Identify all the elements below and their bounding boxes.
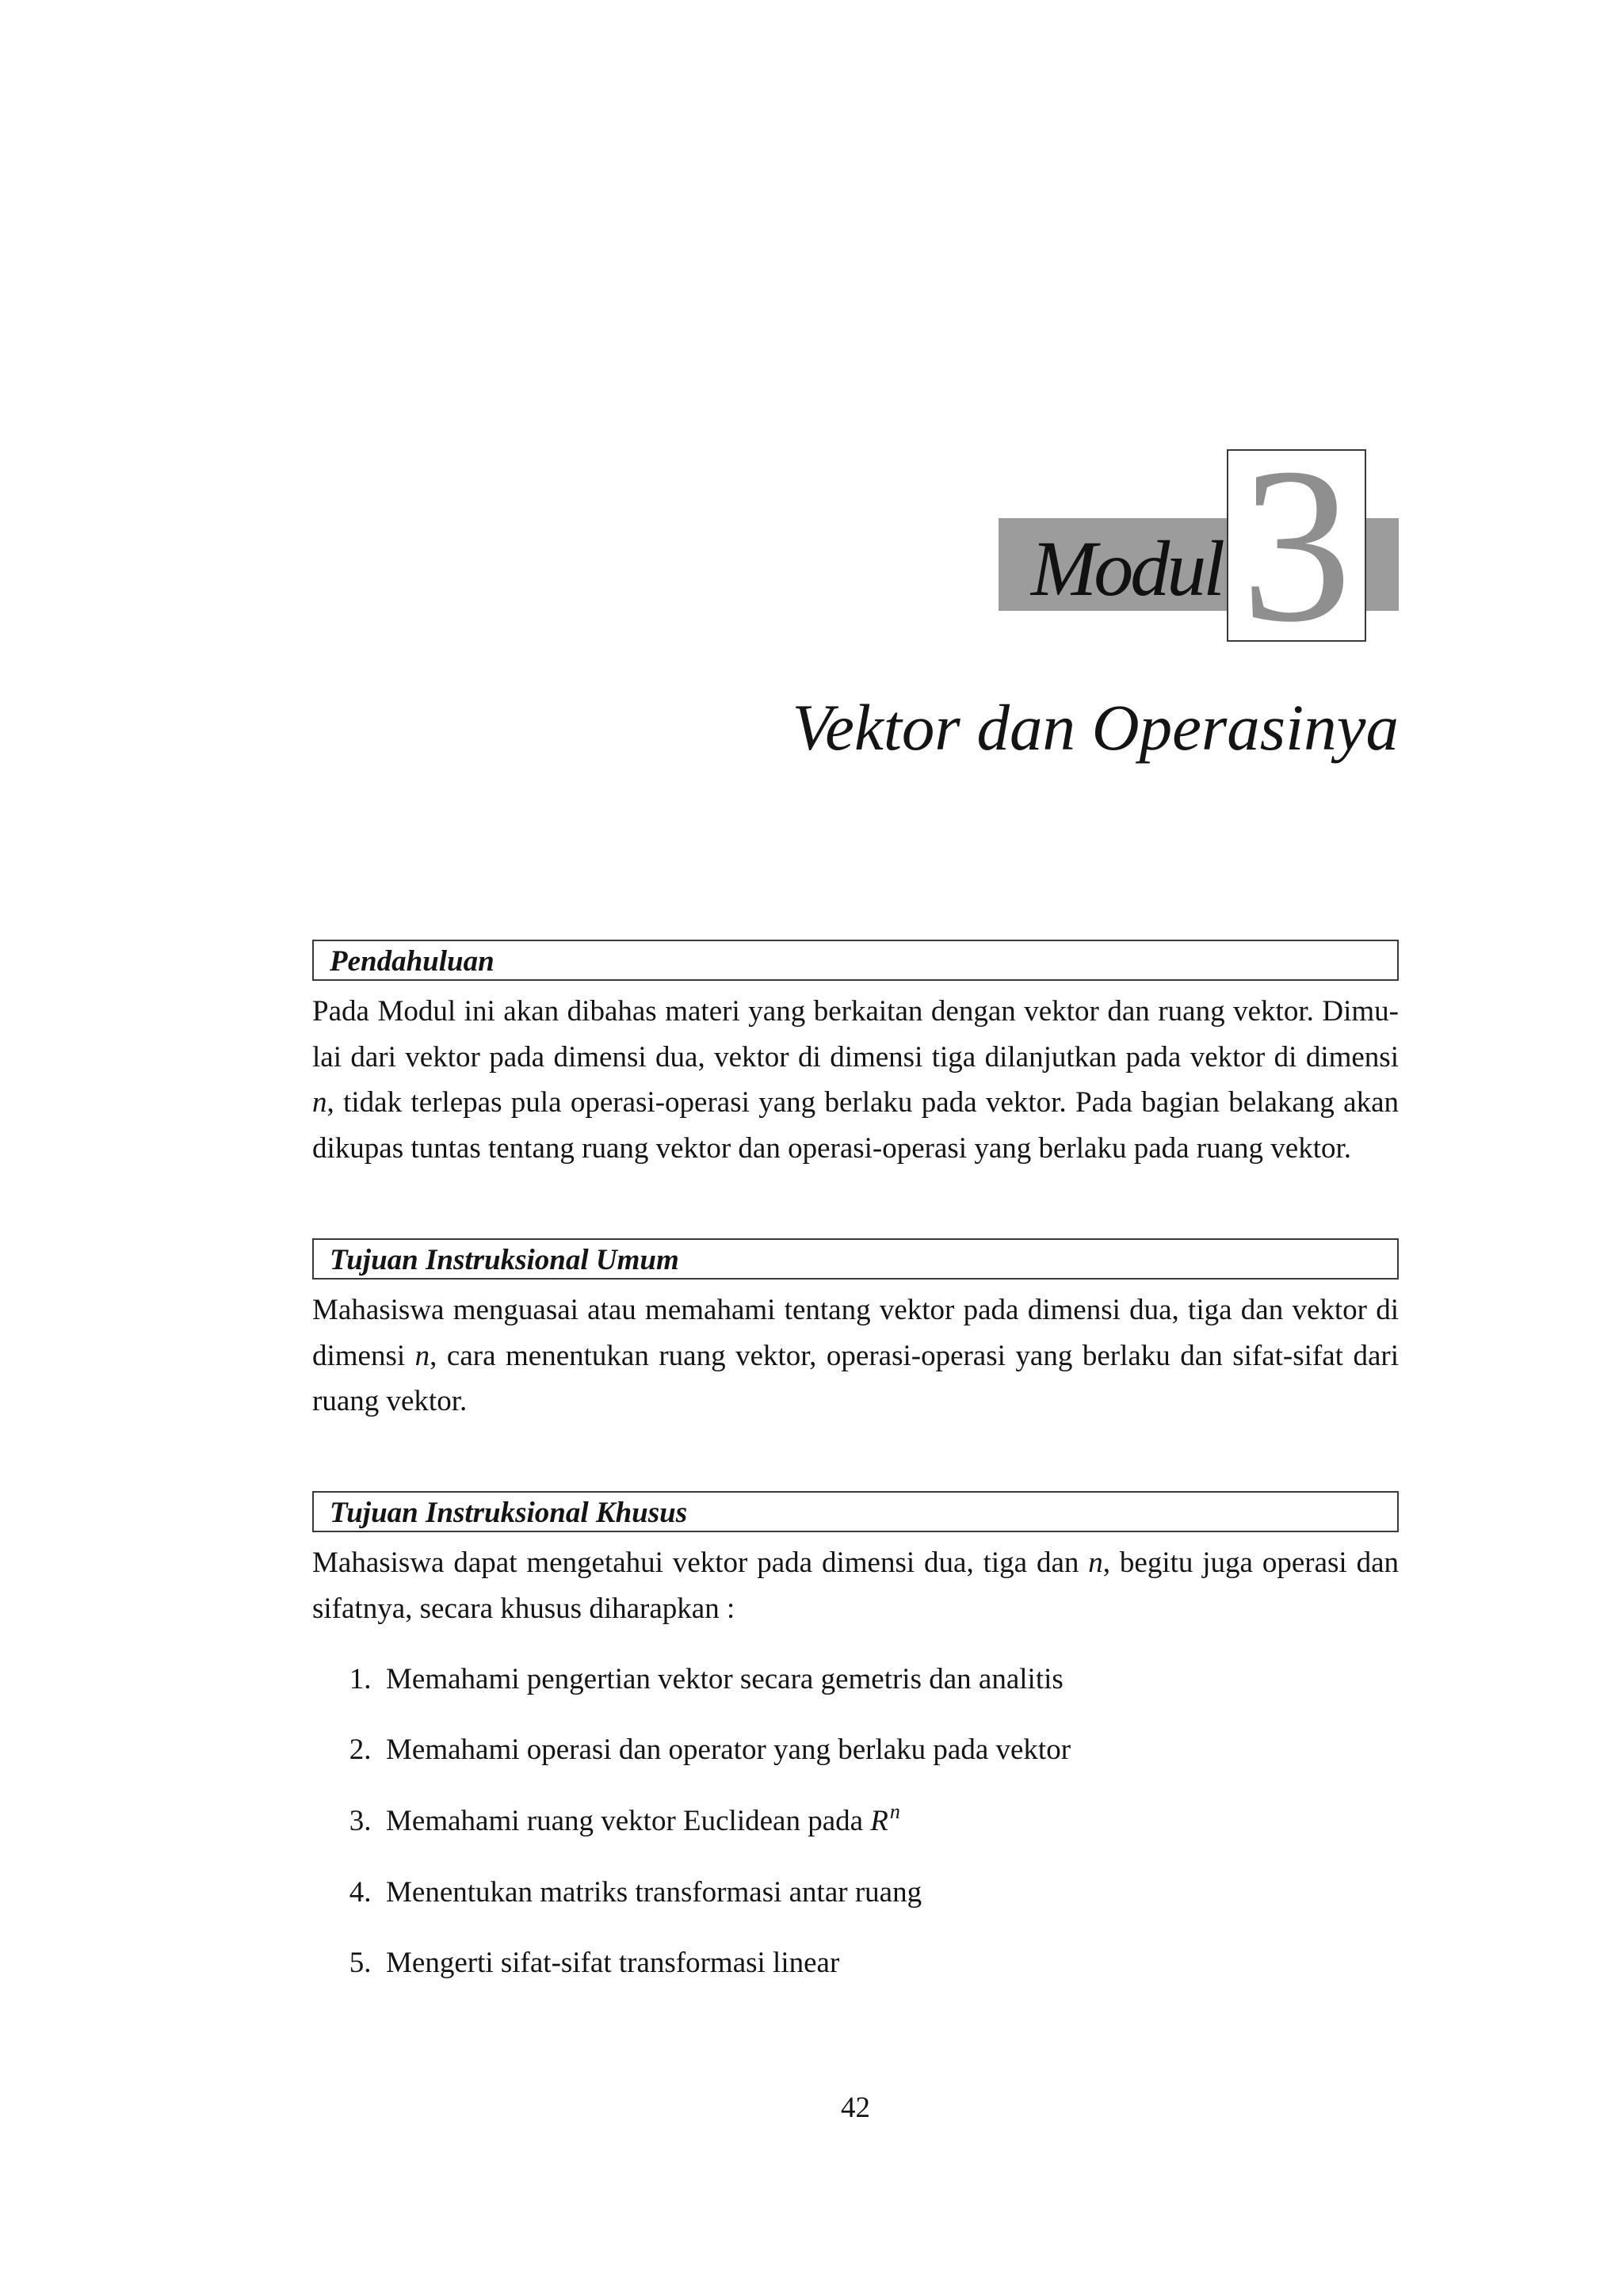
list-item (312, 1928, 1399, 1999)
list-item-number: 5. (349, 1947, 372, 1980)
paragraph-line (312, 1333, 1399, 1379)
paragraph-line (312, 1080, 1399, 1126)
chapter-number-box (1227, 421, 1366, 668)
text-segment: , begitu juga operasi dan (1102, 1547, 1400, 1580)
list-item-text (386, 1786, 900, 1857)
list-item-text: Memahami pengertian vektor secara gemetris dan analitis (386, 1662, 1064, 1695)
section-box-specific-objective (312, 1491, 1399, 1532)
section-heading: Tujuan Instruksional Umum (330, 1243, 679, 1276)
page-number: 42 (841, 2091, 870, 2124)
math-variable: n (1088, 1547, 1103, 1580)
chapter-number: 3 (1241, 421, 1352, 668)
objectives-list (312, 1644, 1399, 1999)
paragraph-line: sifatnya, secara khusus diharapkan : (312, 1592, 735, 1625)
list-item (312, 1857, 1399, 1928)
paragraph-line: dikupas tuntas tentang ruang vektor dan operasi-operasi yang berlaku pada ruang vektor. (312, 1131, 1352, 1165)
paragraph-line: Mahasiswa menguasai atau memahami tentang vektor pada dimensi dua, tiga dan vektor di (312, 1294, 1399, 1327)
section-box-general-objective (312, 1238, 1399, 1280)
text-segment: Memahami ruang vektor Euclidean pada (386, 1804, 871, 1837)
section-heading: Pendahuluan (330, 944, 495, 978)
list-item (312, 1714, 1399, 1786)
list-item-text: Memahami operasi dan operator yang berlaku pada vektor (386, 1733, 1071, 1767)
specific-objective-paragraph (312, 1540, 1399, 1631)
math-variable: R (870, 1804, 888, 1837)
list-item-text: Menentukan matriks transformasi antar ruang (386, 1875, 922, 1909)
math-variable: n (312, 1086, 327, 1119)
list-item-number: 3. (349, 1804, 372, 1837)
intro-paragraph (312, 989, 1399, 1171)
paragraph-line (312, 1540, 1399, 1586)
list-item-number: 4. (349, 1875, 372, 1909)
text-segment: , tidak terlepas pula operasi-operasi yang berlaku pada vektor. Pada bagian belakang akan (327, 1086, 1399, 1119)
chapter-title: Vektor dan Operasinya (792, 691, 1399, 764)
list-item-number: 2. (349, 1733, 372, 1767)
section-box-intro (312, 940, 1399, 981)
paragraph-line: ruang vektor. (312, 1385, 468, 1418)
list-item (312, 1644, 1399, 1715)
list-item-number: 1. (349, 1662, 372, 1695)
section-heading: Tujuan Instruksional Khusus (330, 1496, 688, 1529)
math-superscript: n (889, 1799, 900, 1823)
list-item-text: Mengerti sifat-sifat transformasi linear (386, 1947, 840, 1980)
text-segment: Mahasiswa dapat mengetahui vektor pada dimensi dua, tiga dan (312, 1547, 1089, 1580)
general-objective-paragraph (312, 1287, 1399, 1425)
list-item (312, 1786, 1399, 1857)
paragraph-line: Pada Modul ini akan dibahas materi yang berkaitan dengan vektor dan ruang vektor. Dimu- (312, 995, 1399, 1028)
text-segment: dimensi (312, 1339, 415, 1372)
paragraph-line: lai dari vektor pada dimensi dua, vektor di dimensi tiga dilanjutkan pada vektor di dimensi (312, 1040, 1399, 1074)
text-segment: , cara menentukan ruang vektor, operasi-operasi yang berlaku dan sifat-sifat dari (430, 1339, 1399, 1372)
chapter-label: Modul (1030, 524, 1222, 612)
math-variable: n (414, 1339, 430, 1372)
